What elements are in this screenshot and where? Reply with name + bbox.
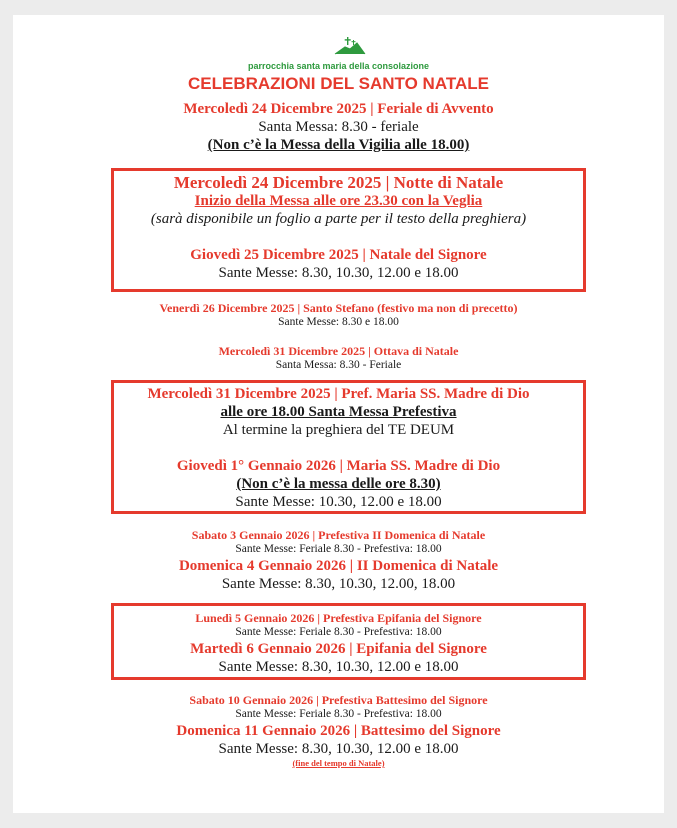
box1-heading: Mercoledì 24 Dicembre 2025 | Notte di Natale <box>173 173 504 192</box>
box3-heading: Lunedì 5 Gennaio 2026 | Prefestiva Epifania del Signore <box>195 611 482 625</box>
s5-footnote: (fine del tempo di Natale) <box>292 758 385 768</box>
box1-heading2: Giovedì 25 Dicembre 2025 | Natale del Signore <box>190 247 487 263</box>
box3-line: Sante Messe: Feriale 8.30 - Prefestiva: 18.00 <box>235 626 442 638</box>
s3-line: Santa Messa: 8.30 - Feriale <box>275 359 402 371</box>
s1-heading: Mercoledì 24 Dicembre 2025 | Feriale di Avvento <box>183 101 494 117</box>
s2-heading: Venerdì 26 Dicembre 2025 | Santo Stefano (festivo ma non di precetto) <box>159 301 518 315</box>
s4-heading: Sabato 3 Gennaio 2026 | Prefestiva II Domenica di Natale <box>191 528 486 542</box>
s1-note: (Non c’è la Messa della Vigilia alle 18.00) <box>207 137 470 153</box>
parish-name: parrocchia santa maria della consolazione <box>247 61 430 71</box>
s5-heading2: Domenica 11 Gennaio 2026 | Battesimo del Signore <box>176 723 501 739</box>
box1-italic: (sarà disponibile un foglio a parte per il testo della preghiera) <box>150 211 527 227</box>
s5-line2: Sante Messe: 8.30, 10.30, 12.00 e 18.00 <box>218 741 459 757</box>
box1-line: Sante Messe: 8.30, 10.30, 12.00 e 18.00 <box>218 265 459 281</box>
s4-heading2: Domenica 4 Gennaio 2026 | II Domenica di Natale <box>178 558 499 574</box>
s4-line2: Sante Messe: 8.30, 10.30, 12.00, 18.00 <box>221 576 456 592</box>
s5-heading: Sabato 10 Gennaio 2026 | Prefestiva Battesimo del Signore <box>189 693 488 707</box>
s1-line: Santa Messa: 8.30 - feriale <box>258 119 419 135</box>
box2-heading2: Giovedì 1° Gennaio 2026 | Maria SS. Madre di Dio <box>176 458 501 474</box>
flyer-page <box>13 15 664 813</box>
box1-sub: Inizio della Messa alle ore 23.30 con la Veglia <box>194 193 483 209</box>
box3-heading2: Martedì 6 Gennaio 2026 | Epifania del Signore <box>190 641 487 657</box>
church-logo-icon <box>333 36 367 56</box>
box2-heading: Mercoledì 31 Dicembre 2025 | Pref. Maria SS. Madre di Dio <box>147 386 530 402</box>
s2-line: Sante Messe: 8.30 e 18.00 <box>278 316 399 328</box>
s3-heading: Mercoledì 31 Dicembre 2025 | Ottava di Natale <box>218 344 459 358</box>
page-title: CELEBRAZIONI DEL SANTO NATALE <box>188 74 489 93</box>
s5-line: Sante Messe: Feriale 8.30 - Prefestiva: 18.00 <box>235 708 442 720</box>
box2-line2: Sante Messe: 10.30, 12.00 e 18.00 <box>235 494 442 510</box>
box2-note: (Non c’è la messa delle ore 8.30) <box>236 476 441 492</box>
box2-sub: alle ore 18.00 Santa Messa Prefestiva <box>220 404 457 420</box>
box3-line2: Sante Messe: 8.30, 10.30, 12.00 e 18.00 <box>218 659 459 675</box>
box2-line: Al termine la preghiera del TE DEUM <box>222 422 455 438</box>
s4-line: Sante Messe: Feriale 8.30 - Prefestiva: 18.00 <box>235 543 442 555</box>
